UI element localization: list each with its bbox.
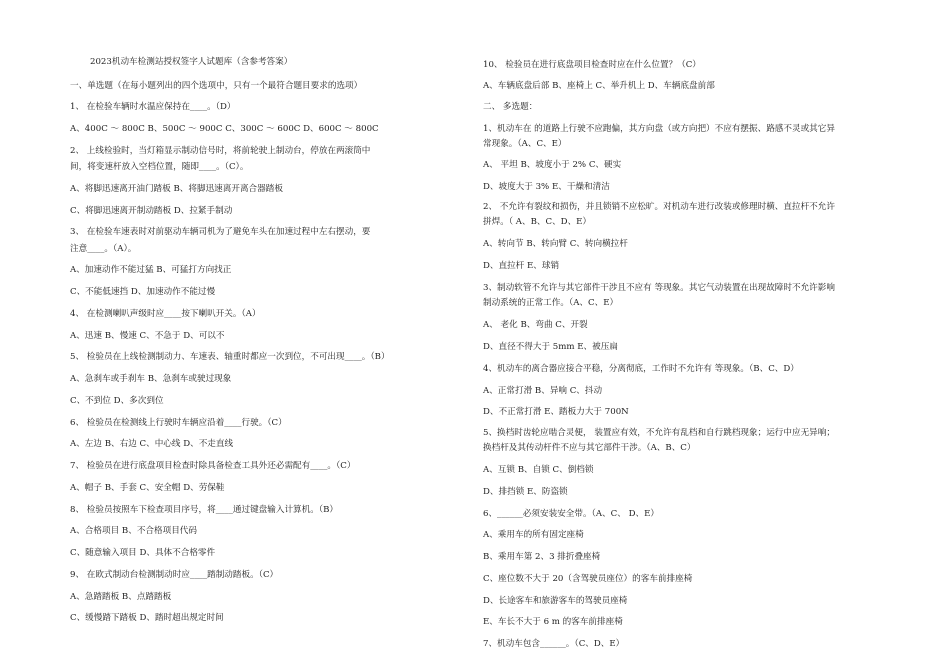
question-10: 10、 检验员在进行底盘项目检查时应在什么位置？（C） xyxy=(483,60,701,70)
question-9: 9、 在欧式制动台检测制动时应____踏制动踏板。（C） xyxy=(70,570,279,580)
multi-options-3b: D、直径不得大于 5mm E、被压扁 xyxy=(483,342,618,352)
options-3b: C、不能低速挡 D、加速动作不能过慢 xyxy=(70,287,216,297)
multi-question-1: 1、机动车在 的道路上行驶不应跑偏，其方向盘（或方向把）不应有摆振、路感不灵或其它异 xyxy=(483,124,835,134)
multi-question-3: 3、制动软管不允许与其它部件干涉且不应有 等现象。其它气动装置在出现故障时不允许影响 xyxy=(483,283,835,293)
multi-options-6d: D、长途客车和旅游客车的驾驶员座椅 xyxy=(483,596,628,606)
multi-options-4b: D、不正常打滑 E、踏板力大于 700N xyxy=(483,407,629,417)
multi-question-7: 7、机动车包含______。（C、D、E） xyxy=(483,639,625,649)
multi-options-6c: C、座位数不大于 20（含驾驶员座位）的客车前排座椅 xyxy=(483,574,693,584)
multi-question-3-cont: 制动系统的正常工作。（A、C、E） xyxy=(483,298,619,308)
multi-options-2a: A、转向节 B、转向臂 C、转向横拉杆 xyxy=(483,239,628,249)
multi-options-5a: A、互锁 B、自锁 C、倒档锁 xyxy=(483,465,594,475)
multi-question-5: 5、换档时齿轮应啮合灵便， 装置应有效，不允许有乱档和自行跳档现象；运行中应无异响； xyxy=(483,428,835,438)
question-8: 8、 检验员按照车下检查项目序号，将____通过键盘输入计算机。（B） xyxy=(70,505,339,515)
multi-options-3a: A、 老化 B、弯曲 C、开裂 xyxy=(483,320,588,330)
question-2-cont: 间，将变速杆放入空档位置，随即____。（C）。 xyxy=(70,162,249,172)
options-8a: A、合格项目 B、不合格项目代码 xyxy=(70,526,197,536)
section-heading-multi: 二、 多选题： xyxy=(483,102,538,112)
question-7: 7、 检验员在进行底盘项目检查时除具备检查工具外还必需配有____。（C） xyxy=(70,461,356,471)
multi-options-5b: D、排挡锁 E、防盗锁 xyxy=(483,487,568,497)
multi-question-2-cont: 拼焊。（ A、B、C、D、E） xyxy=(483,217,592,227)
multi-options-2b: D、直拉杆 E、球销 xyxy=(483,261,560,271)
multi-options-6e: E、车长不大于 6 m 的客车前排座椅 xyxy=(483,617,623,627)
options-5b: C、不到位 D、多次到位 xyxy=(70,396,164,406)
options-8b: C、随意输入项目 D、具体不合格零件 xyxy=(70,548,216,558)
question-4: 4、 在检测喇叭声级时应____按下喇叭开关。（A） xyxy=(70,309,261,319)
options-5a: A、急刹车或手刹车 B、急刹车或驶过现象 xyxy=(70,374,232,384)
multi-options-1a: A、 平坦 B、坡度小于 2% C、硬实 xyxy=(483,160,622,170)
multi-question-5-cont: 换档杆及其传动杆件不应与其它部件干涉。（A、B、C） xyxy=(483,443,696,453)
multi-question-4: 4、机动车的离合器应接合平稳，分离彻底，工作时不允许有 等现象。（B、C、D） xyxy=(483,364,799,374)
question-3: 3、 在检验车速表时对前驱动车辆司机为了避免车头在加速过程中左右摆动，要 xyxy=(70,227,371,237)
question-6: 6、 检验员在检测线上行驶时车辆应沿着____行驶。（C） xyxy=(70,418,287,428)
options-1: A、400C ～ 800C B、500C ～ 900C C、300C ～ 600C D、600C ～ 800C xyxy=(70,124,379,134)
question-5: 5、 检验员在上线检测制动力、车速表、轴重时都应一次到位，不可出现____。（B） xyxy=(70,352,390,362)
multi-options-1b: D、坡度大于 3% E、干燥和清洁 xyxy=(483,182,610,192)
multi-question-1-cont: 常现象。（A、C、E） xyxy=(483,139,567,149)
options-7: A、帽子 B、手套 C、安全帽 D、劳保鞋 xyxy=(70,483,225,493)
options-6: A、左边 B、右边 C、中心线 D、不走直线 xyxy=(70,439,234,449)
options-9b: C、缓慢踏下踏板 D、踏时超出规定时间 xyxy=(70,613,224,623)
options-4: A、迅速 B、慢速 C、不急于 D、可以不 xyxy=(70,331,225,341)
options-2b: C、将脚迅速离开制动踏板 D、拉紧手制动 xyxy=(70,206,233,216)
multi-question-6: 6、______必须安装安全带。（A、C、 D、E） xyxy=(483,509,659,519)
question-3-cont: 注意____。（A）。 xyxy=(70,244,137,254)
multi-options-4a: A、正常打滑 B、异响 C、抖动 xyxy=(483,386,603,396)
options-10: A、车辆底盘后部 B、座椅上 C、举升机上 D、车辆底盘前部 xyxy=(483,81,715,91)
question-2: 2、 上线检验时，当灯箱显示制动信号时，将前轮驶上制动台，停放在两滚筒中 xyxy=(70,146,371,156)
multi-options-6a: A、乘用车的所有固定座椅 xyxy=(483,530,584,540)
options-9a: A、急踏踏板 B、点踏踏板 xyxy=(70,592,172,602)
multi-options-6b: B、乘用车第 2、3 排折叠座椅 xyxy=(483,552,601,562)
exam-title: 2023机动车检测站授权签字人试题库（含参考答案） xyxy=(90,57,293,67)
options-2a: A、将脚迅速离开油门踏板 B、将脚迅速离开离合器踏板 xyxy=(70,184,283,194)
section-heading: 一、单选题（在每小题列出的四个选项中，只有一个最符合题目要求的选项） xyxy=(70,81,363,91)
multi-question-2: 2、 不允许有裂纹和损伤，并且锁销不应松旷。对机动车进行改装或修理时横、直拉杆不允许 xyxy=(483,202,835,212)
question-1: 1、 在检验车辆时水温应保持在____。（D） xyxy=(70,102,236,112)
options-3a: A、加速动作不能过猛 B、可猛打方向找正 xyxy=(70,265,232,275)
